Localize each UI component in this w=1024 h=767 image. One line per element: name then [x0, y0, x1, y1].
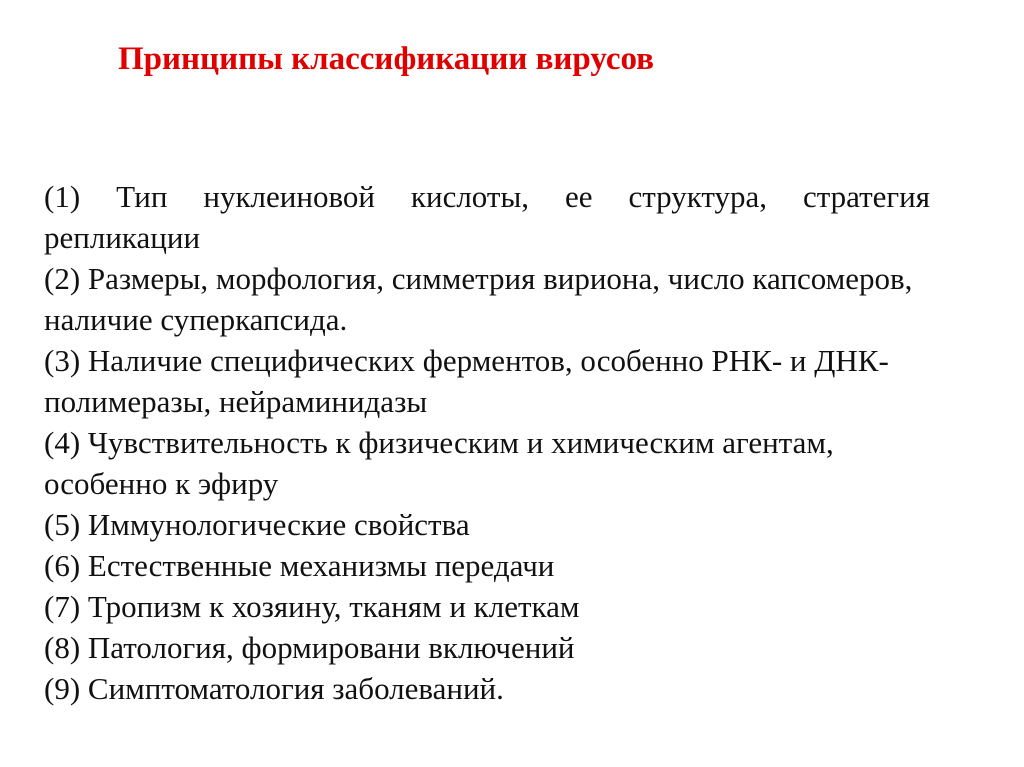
list-item-text: (6) Естественные механизмы передачи — [44, 548, 555, 583]
list-item — [44, 586, 930, 627]
list-item-text: (8) Патология, формировани включений — [44, 630, 575, 665]
list-item-text: (1) Тип нуклеиновой кислоты, ее структура, стратегия репликации — [44, 179, 930, 255]
list-item-text: (2) Размеры, морфология, симметрия вириона, число капсомеров, наличие суперкапсида. — [44, 261, 913, 337]
list-item-text: (9) Симптоматология заболеваний. — [44, 671, 504, 706]
list-item-text: (5) Иммунологические свойства — [44, 507, 470, 542]
list-item-text: (7) Тропизм к хозяину, тканям и клеткам — [44, 589, 580, 624]
list-item — [44, 668, 930, 709]
list-item — [44, 340, 930, 422]
list-item-text: (3) Наличие специфических ферментов, особенно РНК- и ДНК-полимеразы, нейраминидазы — [44, 343, 889, 419]
classification-principles-list — [44, 176, 930, 709]
list-item — [44, 545, 930, 586]
list-item-text: (4) Чувствительность к физическим и химическим агентам, особенно к эфиру — [44, 425, 834, 501]
list-item — [44, 627, 930, 668]
list-item — [44, 504, 930, 545]
list-item — [44, 258, 930, 340]
list-item — [44, 422, 930, 504]
list-item — [44, 176, 930, 258]
slide-title: Принципы классификации вирусов — [118, 41, 654, 77]
